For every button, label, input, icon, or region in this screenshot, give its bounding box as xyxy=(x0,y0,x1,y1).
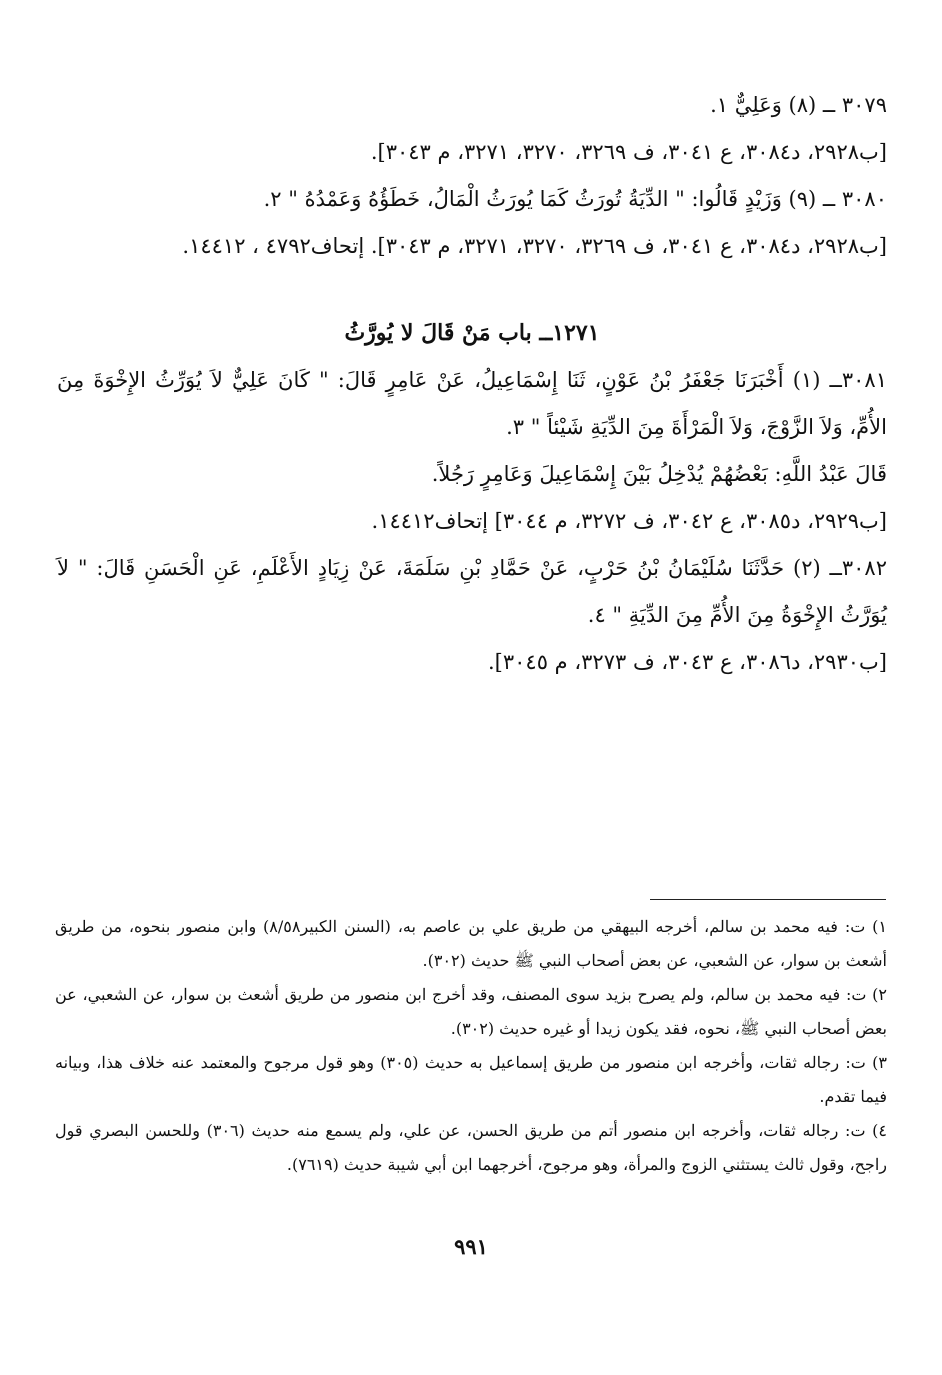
footnote-separator xyxy=(650,899,886,900)
footnote-1: ١) ت: فيه محمد بن سالم، أخرجه البيهقي من طريق علي بن عاصم به، (السنن الكبير٨/٥٨) وابن منصور بنحوه، من طريق أشعث بن سوار، عن الشعبي، عن بعض أصحاب النبي ﷺ حديث (٣٠٢). xyxy=(55,917,887,970)
main-text xyxy=(57,82,887,686)
footnote-4: ٤) ت: رجاله ثقات، وأخرجه ابن منصور أتم من طريق الحسن، عن علي، ولم يسمع منه حديث (٣٠٦) وللحسن البصري قول راجح، وقول ثالث يستثني الزوج والمرأة، وهو مرجوح، أخرجهما ابن أبي شيبة حديث (٧٦١٩). xyxy=(55,1121,888,1174)
reference-3080: [ب٢٩٢٨، د٣٠٨٤، ع ٣٠٤١، ف ٣٢٦٩، ٣٢٧٠، ٣٢٧١، م ٣٠٤٣]. إتحاف٤٧٩٢ ، ١٤٤١٢. xyxy=(182,234,887,258)
entry-3079: ٣٠٧٩ ــ (٨) وَعَلِيٌّ ١. xyxy=(710,93,887,117)
chapter-heading: ١٢٧١ــ باب مَنْ قَالَ لا يُورَّثُ xyxy=(344,320,600,346)
entry-3080: ٣٠٨٠ ــ (٩) وَزَيْدٍ قَالُوا: " الدِّيَةُ تُورَثُ كَمَا يُورَثُ الْمَالُ، خَطَؤُهُ وَعَمْدُهُ " ٢. xyxy=(263,187,887,211)
page-number: ٩٩١ xyxy=(454,1234,488,1259)
footnote-2: ٢) ت: فيه محمد بن سالم، ولم يصرح بزيد سوى المصنف، وقد أخرج ابن منصور من طريق أشعث بن سوار، عن الشعبي، عن بعض أصحاب النبي ﷺ، نحوه، فقد يكون زيدا أو غيره حديث (٣٠٢). xyxy=(55,985,887,1038)
reference-3079: [ب٢٩٢٨، د٣٠٨٤، ع ٣٠٤١، ف ٣٢٦٩، ٣٢٧٠، ٣٢٧١، م ٣٠٤٣]. xyxy=(370,140,887,164)
entry-3081: ٣٠٨١ــ (١) أَخْبَرَنَا جَعْفَرُ بْنُ عَوْنٍ، ثَنَا إِسْمَاعِيلُ، عَنْ عَامِرٍ قَالَ: " كَانَ عَلِيٌّ لاَ يُوَرِّثُ الإِخْوَةَ مِنَ الأُمِّ، وَلاَ الزَّوْجَ، وَلاَ الْمَرْأَةَ مِنَ الدِّيَةِ شَيْئاً " ٣. xyxy=(57,368,887,439)
entry-3082: ٣٠٨٢ــ (٢) حَدَّثَنَا سُلَيْمَانُ بْنُ حَرْبٍ، عَنْ حَمَّادِ بْنِ سَلَمَةَ، عَنْ زِيَادٍ الأَعْلَمِ، عَنِ الْحَسَنِ قَالَ: " لاَ يُوَرَّثُ الإِخْوَةُ مِنَ الأُمِّ مِنَ الدِّيَةِ " ٤. xyxy=(57,556,887,627)
reference-3082: [ب٢٩٣٠، د٣٠٨٦، ع ٣٠٤٣، ف ٣٢٧٣، م ٣٠٤٥]. xyxy=(488,650,887,674)
footnote-3: ٣) ت: رجاله ثقات، وأخرجه ابن منصور من طريق إسماعيل به حديث (٣٠٥) وهو قول مرجوح والمعتمد عنه خلاف هذا، وبيانه فيما تقدم. xyxy=(55,1053,887,1106)
footnotes xyxy=(55,910,887,1182)
reference-3081: [ب٢٩٢٩، د٣٠٨٥، ع ٣٠٤٢، ف ٣٢٧٢، م ٣٠٤٤] إتحاف١٤٤١٢. xyxy=(371,509,887,533)
abdullah-comment: قَالَ عَبْدُ اللَّهِ: بَعْضُهُمْ يُدْخِلُ بَيْنَ إِسْمَاعِيلَ وَعَامِرٍ رَجُلاً. xyxy=(431,462,887,486)
